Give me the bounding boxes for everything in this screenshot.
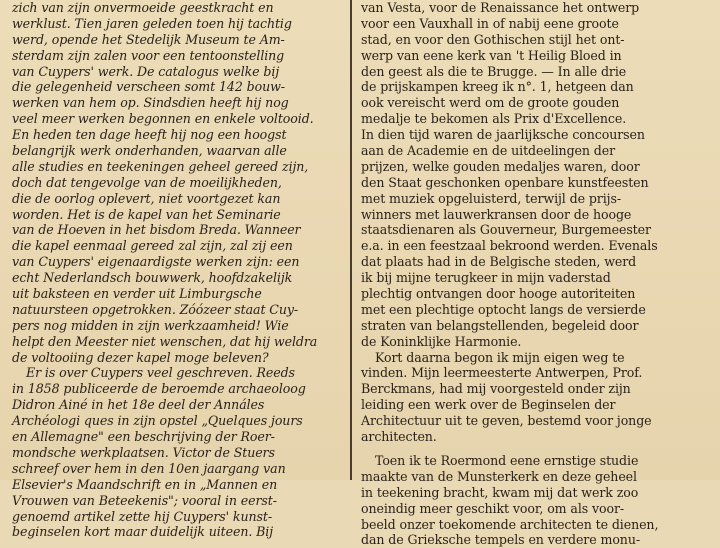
- text-line: leiding een werk over de Beginselen der: [361, 397, 616, 413]
- text-line: Didron Ainé in het 18e deel der Annáles: [12, 397, 265, 413]
- text-line: van de Hoeven in het bisdom Breda. Wanneer: [12, 222, 301, 238]
- text-line: ook vereischt werd om de groote gouden: [361, 95, 620, 111]
- text-line: in 1858 publiceerde de beroemde archaeoloog: [12, 381, 306, 397]
- text-line: genoemd artikel zette hij Cuypers' kunst-: [12, 508, 272, 524]
- text-line: met een plechtige optocht langs de versierde: [361, 301, 646, 317]
- text-line: e.a. in een feestzaal bekroond werden. Evenals: [361, 238, 658, 254]
- text-line: uit baksteen en verder uit Limburgsche: [12, 286, 262, 302]
- text-line: beginselen kort maar duidelijk uiteen. Bij: [12, 524, 274, 540]
- text-line: maakte van de Munsterkerk en deze geheel: [361, 468, 637, 484]
- text-line: prijzen, welke gouden medaljes waren, door: [361, 158, 640, 174]
- text-line: sterdam zijn zalen voor een tentoonstelling: [12, 47, 285, 63]
- text-line: Er is over Cuypers veel geschreven. Reeds: [26, 365, 295, 381]
- text-line: In dien tijd waren de jaarlijksche concoursen: [361, 127, 645, 143]
- text-line: oneindig meer geschikt voor, om als voor-: [361, 500, 625, 516]
- text-line: Elsevier's Maandschrift en in „Mannen en: [12, 476, 278, 492]
- text-line: pers nog midden in zijn werkzaamheid! Wie: [12, 317, 289, 333]
- text-line: Berckmans, had mij voorgesteld onder zijn: [361, 381, 631, 397]
- text-line: staatsdienaren als Gouverneur, Burgemeester: [361, 222, 651, 238]
- text-line: Vrouwen van Beteekenis"; vooral in eerst-: [12, 492, 277, 508]
- text-line: alle studies en teekeningen geheel gereed zijn,: [12, 158, 309, 174]
- text-line: veel meer werken begonnen en enkele voltooid.: [12, 111, 314, 127]
- text-line: den geest als die te Brugge. — In alle drie: [361, 63, 627, 79]
- text-line: Architectuur uit te geven, bestemd voor jonge: [361, 413, 652, 429]
- text-line: belangrijk werk onderhanden, waarvan alle: [12, 143, 287, 159]
- text-line: En heden ten dage heeft hij nog een hoogst: [12, 127, 287, 143]
- text-line: plechtig ontvangen door hooge autoriteiten: [361, 286, 636, 302]
- text-line: de prijskampen kreeg ik n°. 1, hetgeen dan: [361, 79, 634, 95]
- text-line: mondsche werkplaatsen. Victor de Stuers: [12, 444, 275, 460]
- text-line: dan de Grieksche tempels en verdere monu-: [361, 532, 640, 548]
- text-line: dat plaats had in de Belgische steden, werd: [361, 254, 637, 270]
- text-line: aan de Academie en de uitdeelingen der: [361, 143, 616, 159]
- text-line: Archéologi ques in zijn opstel „Quelques jours: [12, 413, 303, 429]
- text-line: stad, en voor den Gothischen stijl het ont-: [361, 31, 625, 47]
- text-line: beeld onzer toekomende architecten te dienen,: [361, 516, 659, 532]
- text-line: die kapel eenmaal gereed zal zijn, zal zij een: [12, 238, 293, 254]
- text-line: doch dat tengevolge van de moeilijkheden,: [12, 174, 282, 190]
- text-line: natuursteen opgetrokken. Zóózeer staat Cuy-: [12, 301, 299, 317]
- right-column: [361, 0, 713, 548]
- text-line: ik bij mijne terugkeer in mijn vaderstad: [361, 270, 611, 286]
- text-line: echt Nederlandsch bouwwerk, hoofdzakelijk: [12, 270, 293, 286]
- text-line: werp van eene kerk van 't Heilig Bloed in: [361, 47, 622, 63]
- text-line: architecten.: [361, 429, 437, 445]
- text-line: van Vesta, voor de Renaissance het ontwerp: [361, 0, 640, 15]
- text-line: de Koninklijke Harmonie.: [361, 333, 522, 349]
- text-line: den Staat geschonken openbare kunstfeesten: [361, 174, 649, 190]
- text-line: die de oorlog oplevert, niet voortgezet kan: [12, 190, 281, 206]
- text-line: met muziek opgeluisterd, terwijl de prijs-: [361, 190, 621, 206]
- text-line: schreef over hem in den 10en jaargang van: [12, 460, 286, 476]
- text-line: van Cuypers' eigenaardigste werken zijn: een: [12, 254, 300, 270]
- text-line: werken van hem op. Sindsdien heeft hij nog: [12, 95, 289, 111]
- text-line: vinden. Mijn leermeesterte Antwerpen, Prof.: [361, 365, 643, 381]
- text-line: die gelegenheid verscheen somt 142 bouw-: [12, 79, 285, 95]
- text-line: straten van belangstellenden, begeleid door: [361, 317, 639, 333]
- text-line: worden. Het is de kapel van het Seminarie: [12, 206, 281, 222]
- text-line: helpt den Meester niet wenschen, dat hij weldra: [12, 333, 318, 349]
- left-column: [12, 0, 340, 540]
- text-line: Kort daarna begon ik mijn eigen weg te: [375, 349, 625, 365]
- text-line: en Allemagne" een beschrijving der Roer-: [12, 429, 275, 445]
- text-line: medalje te bekomen als Prix d'Excellence.: [361, 111, 627, 127]
- text-line: in teekening bracht, kwam mij dat werk zoo: [361, 484, 639, 500]
- text-line: voor een Vauxhall in of nabij eene groote: [361, 15, 619, 31]
- text-line: werd, opende het Stedelijk Museum te Am-: [12, 31, 285, 47]
- text-line: werklust. Tien jaren geleden toen hij tachtig: [12, 15, 292, 31]
- text-line: winners met lauwerkransen door de hooge: [361, 206, 632, 222]
- text-line: zich van zijn onvermoeide geestkracht en: [12, 0, 274, 15]
- column-divider: [350, 0, 352, 480]
- paragraph-gap: [361, 445, 713, 453]
- text-line: van Cuypers' werk. De catalogus welke bij: [12, 63, 280, 79]
- text-line: de voltooiing dezer kapel moge beleven?: [12, 349, 269, 365]
- text-line: Toen ik te Roermond eene ernstige studie: [375, 452, 639, 468]
